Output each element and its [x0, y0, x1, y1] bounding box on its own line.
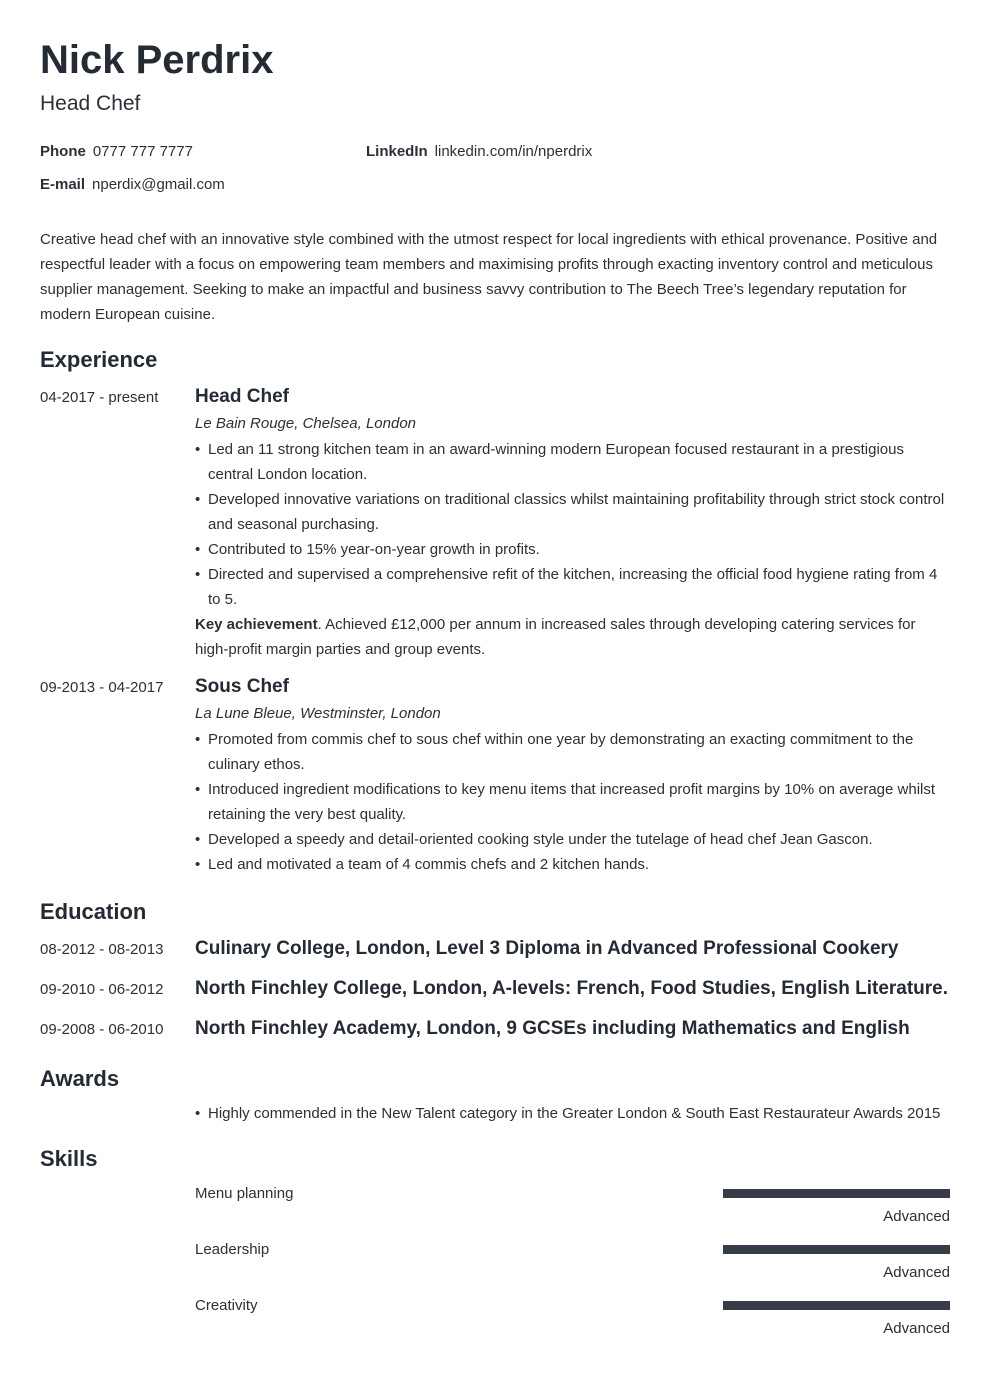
linkedin-label: LinkedIn [366, 143, 428, 160]
job-entry [195, 385, 950, 662]
candidate-role: Head Chef [40, 92, 141, 115]
list-item: • Highly commended in the New Talent category in the Greater London & South East Restaurateur Awards 2015 [195, 1101, 950, 1126]
experience-heading: Experience [40, 347, 158, 372]
skill-name: Menu planning [195, 1185, 294, 1202]
education-dates: 08-2012 - 08-2013 [40, 941, 164, 958]
skill-level-fill [723, 1189, 950, 1198]
skill-level: Advanced [883, 1264, 950, 1281]
resume-page [40, 0, 950, 1400]
job-company: Le Bain Rouge, Chelsea, London [195, 415, 417, 432]
skill-level-bar [723, 1189, 950, 1198]
awards-list [195, 1101, 950, 1126]
list-item: • Developed innovative variations on traditional classics whilst maintaining profitability through strict stock control and seasonal purchasing. [195, 487, 950, 537]
list-item: • Led an 11 strong kitchen team in an award-winning modern European focused restaurant in a prestigious central London location. [195, 437, 950, 487]
contact-linkedin [366, 142, 592, 162]
education-title: Culinary College, London, Level 3 Diploma in Advanced Professional Cookery [195, 938, 899, 959]
awards-list-wrap [195, 1101, 950, 1126]
skill-name: Creativity [195, 1297, 258, 1314]
key-achievement-label: Key achievement [195, 616, 318, 633]
job-title: Head Chef [195, 386, 289, 407]
list-item: • Developed a speedy and detail-oriented cooking style under the tutelage of head chef Jean Gascon. [195, 827, 950, 852]
education-title: North Finchley Academy, London, 9 GCSEs including Mathematics and English [195, 1018, 910, 1039]
profile-summary: Creative head chef with an innovative style combined with the utmost respect for local ingredients with ethical provenance. Positive and respectful leader with a focus on empowering team members and maximising profits through exacting inventory control and meticulous supplier management. Seeking to make an impactful and business savvy contribution to The Beech Tree’s legendary reputation for modern European cuisine. [40, 231, 938, 323]
skill-level: Advanced [883, 1208, 950, 1225]
skill-level-fill [723, 1301, 950, 1310]
email-label: E-mail [40, 176, 86, 193]
email-value[interactable]: nperdix@gmail.com [92, 176, 225, 193]
skill-level-bar [723, 1301, 950, 1310]
list-item: • Contributed to 15% year-on-year growth in profits. [195, 537, 950, 562]
contact-email [40, 175, 225, 195]
skill-name: Leadership [195, 1241, 270, 1258]
skill-level: Advanced [883, 1320, 950, 1337]
list-item: • Led and motivated a team of 4 commis chefs and 2 kitchen hands. [195, 852, 950, 877]
key-achievement [195, 612, 950, 662]
awards-heading: Awards [40, 1066, 120, 1091]
job-dates: 09-2013 - 04-2017 [40, 679, 164, 696]
list-item: • Promoted from commis chef to sous chef within one year by demonstrating an exacting commitment to the culinary ethos. [195, 727, 950, 777]
key-achievement-text: . Achieved £12,000 per annum in increased sales through developing catering services for high-profit margin parties and group events. [195, 616, 916, 658]
candidate-name: Nick Perdrix [40, 38, 274, 82]
skill-level-fill [723, 1245, 950, 1254]
job-entry [195, 675, 950, 877]
list-item: • Directed and supervised a comprehensive refit of the kitchen, increasing the official food hygiene rating from 4 to 5. [195, 562, 950, 612]
education-dates: 09-2010 - 06-2012 [40, 981, 164, 998]
list-item: • Introduced ingredient modifications to key menu items that increased profit margins by 10% on average whilst retaining the very best quality. [195, 777, 950, 827]
phone-value: 0777 777 7777 [92, 143, 193, 160]
job-bullets [195, 727, 950, 877]
contact-phone [40, 142, 193, 162]
job-bullets [195, 437, 950, 612]
linkedin-value[interactable]: linkedin.com/in/nperdrix [434, 143, 593, 160]
education-dates: 09-2008 - 06-2010 [40, 1021, 164, 1038]
phone-label: Phone [40, 143, 86, 160]
education-title: North Finchley College, London, A-levels: French, Food Studies, English Literature. [195, 978, 949, 999]
skills-heading: Skills [40, 1146, 98, 1171]
education-heading: Education [40, 899, 147, 924]
skill-level-bar [723, 1245, 950, 1254]
job-company: La Lune Bleue, Westminster, London [195, 705, 441, 722]
job-title: Sous Chef [195, 676, 289, 697]
job-dates: 04-2017 - present [40, 389, 159, 406]
